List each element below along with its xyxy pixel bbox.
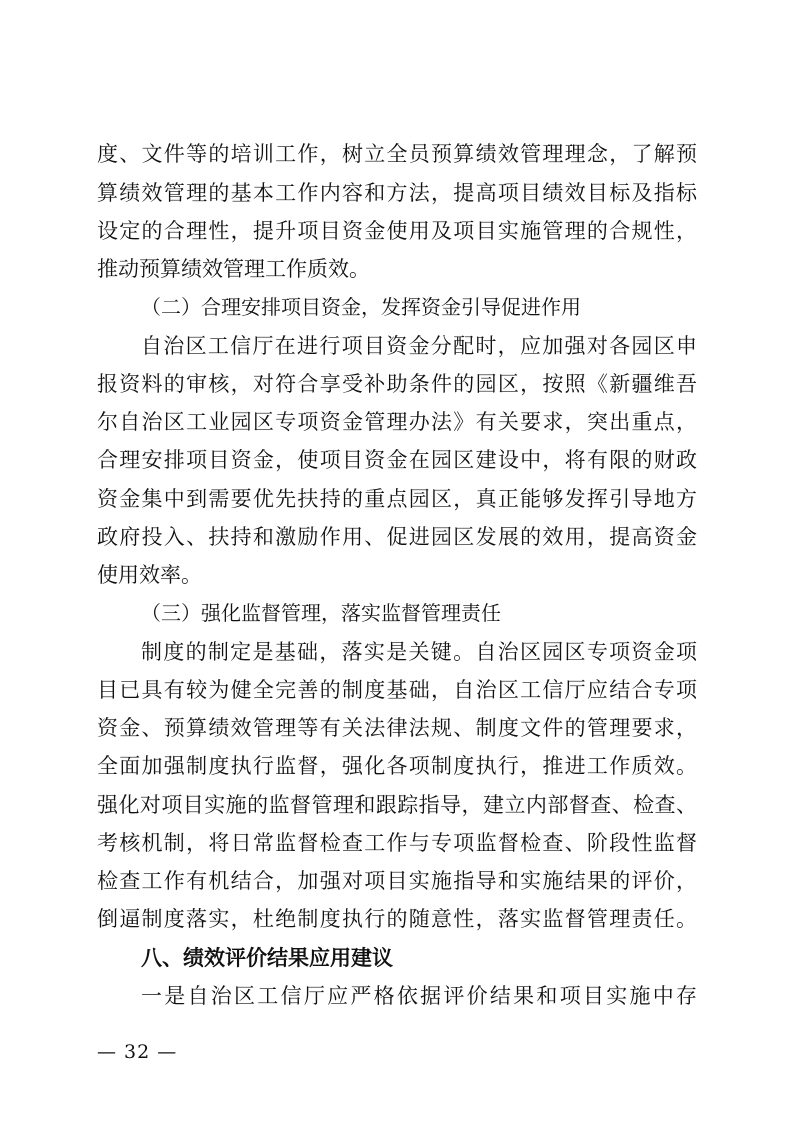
chapter-heading-8: 八、绩效评价结果应用建议: [141, 946, 393, 970]
body-text-line: 度、文件等的培训工作，树立全员预算绩效管理理念，了解预: [97, 142, 697, 166]
body-text-line: 推动预算绩效管理工作质效。: [97, 257, 370, 281]
body-text-line: 考核机制，将日常监督检查工作与专项监督检查、阶段性监督: [97, 831, 697, 855]
paragraph-first-line: 制度的制定是基础，落实是关键。自治区园区专项资金项: [141, 640, 697, 664]
body-text-line: 资金、预算绩效管理等有关法律法规、制度文件的管理要求，: [97, 716, 697, 740]
body-text-line: 算绩效管理的基本工作内容和方法，提高项目绩效目标及指标: [97, 181, 697, 205]
body-text-line: 强化对项目实施的监督管理和跟踪指导，建立内部督查、检查、: [97, 793, 697, 817]
body-text-line: 倒逼制度落实，杜绝制度执行的随意性，落实监督管理责任。: [97, 907, 697, 931]
body-text-line: 全面加强制度执行监督，强化各项制度执行，推进工作质效。: [97, 754, 697, 778]
section-heading-2: （二）合理安排项目资金，发挥资金引导促进作用: [141, 295, 581, 319]
section-heading-3: （三）强化监督管理，落实监督管理责任: [141, 601, 501, 625]
body-text-line: 资金集中到需要优先扶持的重点园区，真正能够发挥引导地方: [97, 487, 697, 511]
body-text-line: 政府投入、扶持和激励作用、促进园区发展的效用，提高资金: [97, 525, 697, 549]
paragraph-first-line: 自治区工信厅在进行项目资金分配时，应加强对各园区申: [141, 334, 697, 358]
page-number: — 32 —: [97, 1041, 178, 1063]
paragraph-first-line: 一是自治区工信厅应严格依据评价结果和项目实施中存: [141, 984, 697, 1008]
body-text-line: 报资料的审核，对符合享受补助条件的园区，按照《新疆维吾: [97, 372, 697, 396]
body-text-line: 目已具有较为健全完善的制度基础，自治区工信厅应结合专项: [97, 678, 697, 702]
body-text-line: 检查工作有机结合，加强对项目实施指导和实施结果的评价，: [97, 869, 697, 893]
body-text-line: 使用效率。: [97, 563, 202, 587]
body-text-line: 设定的合理性，提升项目资金使用及项目实施管理的合规性，: [97, 219, 697, 243]
body-text-line: 尔自治区工业园区专项资金管理办法》有关要求，突出重点，: [97, 410, 697, 434]
body-text-line: 合理安排项目资金，使项目资金在园区建设中，将有限的财政: [97, 448, 697, 472]
